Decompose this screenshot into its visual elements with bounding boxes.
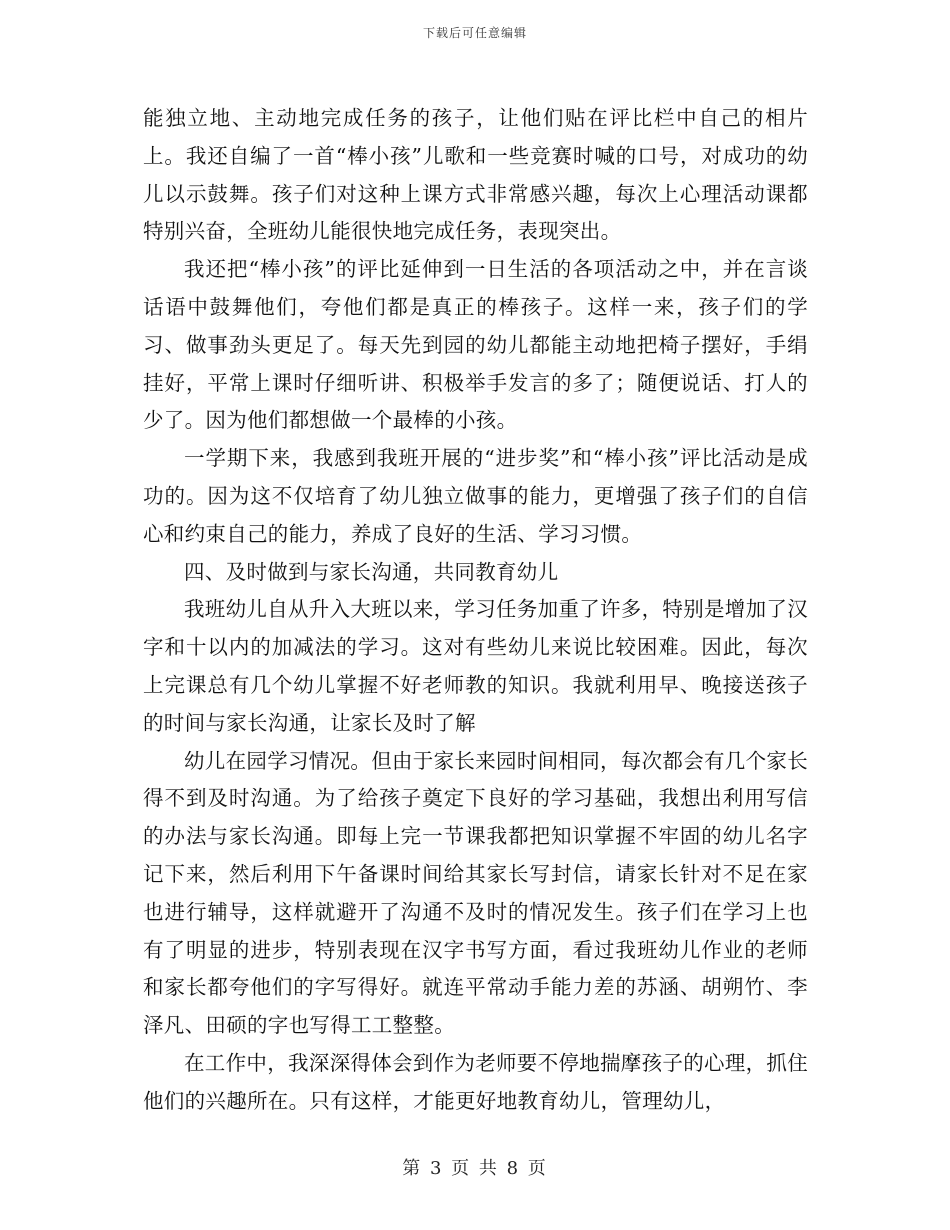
document-body: [143, 100, 808, 1121]
page-header: 下载后可任意编辑: [422, 26, 527, 40]
paragraph-5: 幼儿在园学习情况。但由于家长来园时间相同，每次都会有几个家长得不到及时沟通。为了给孩子奠定下良好的学习基础，我想出利用写信的办法与家长沟通。即每上完一节课我都把知识掌握不牢固的幼儿名字记下来，然后利用下午备课时间给其家长写封信，请家长针对不足在家也进行辅导，这样就避开了沟通不及时的情况发生。孩子们在学习上也有了明显的进步，特别表现在汉字书写方面，看过我班幼儿作业的老师和家长都夸他们的字写得好。就连平常动手能力差的苏涵、胡朔竹、李泽凡、田硕的字也写得工工整整。: [143, 748, 808, 1038]
paragraph-2: 我还把“棒小孩”的评比延伸到一日生活的各项活动之中，并在言谈话语中鼓舞他们，夸他们都是真正的棒孩子。这样一来，孩子们的学习、做事劲头更足了。每天先到园的幼儿都能主动地把椅子摆好，手绢挂好，平常上课时仔细听讲、积极举手发言的多了；随便说话、打人的少了。因为他们都想做一个最棒的小孩。: [143, 257, 808, 433]
paragraph-6: 在工作中，我深深得体会到作为老师要不停地揣摩孩子的心理，抓住他们的兴趣所在。只有这样，才能更好地教育幼儿，管理幼儿，: [143, 1050, 808, 1113]
page-number-footer: 第 3 页 共 8 页: [402, 1158, 548, 1179]
paragraph-3: 一学期下来，我感到我班开展的“进步奖”和“棒小孩”评比活动是成功的。因为这不仅培育了幼儿独立做事的能力，更增强了孩子们的自信心和约束自己的能力，养成了良好的生活、学习习惯。: [143, 446, 808, 546]
paragraph-1: 能独立地、主动地完成任务的孩子，让他们贴在评比栏中自己的相片上。我还自编了一首“棒小孩”儿歌和一些竞赛时喊的口号，对成功的幼儿以示鼓舞。孩子们对这种上课方式非常感兴趣，每次上心理活动课都特别兴奋，全班幼儿能很快地完成任务，表现突出。: [143, 106, 808, 244]
paragraph-4: 我班幼儿自从升入大班以来，学习任务加重了许多，特别是增加了汉字和十以内的加减法的学习。这对有些幼儿来说比较困难。因此，每次上完课总有几个幼儿掌握不好老师教的知识。我就利用早、晚接送孩子的时间与家长沟通，让家长及时了解: [143, 597, 808, 735]
section-heading: 四、及时做到与家长沟通，共同教育幼儿: [184, 559, 559, 584]
